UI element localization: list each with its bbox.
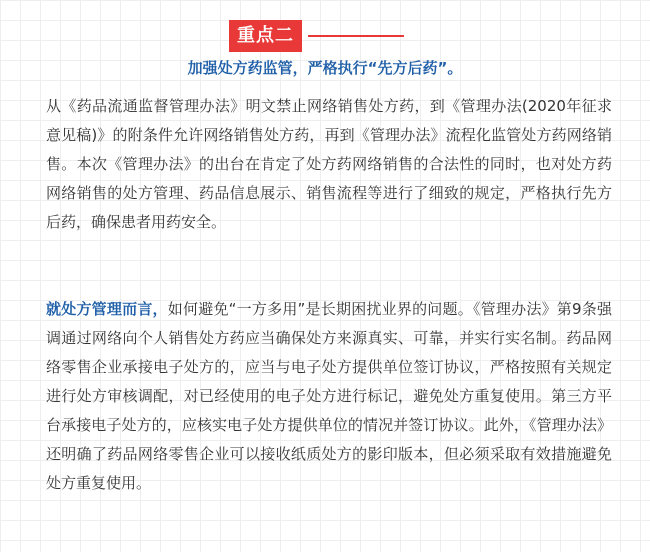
section-badge: 重点二 <box>229 20 302 52</box>
heading-rule <box>308 35 404 37</box>
paragraph-2 <box>46 295 612 498</box>
section-subtitle: 加强处方药监管，严格执行“先方后药”。 <box>187 59 463 77</box>
section-heading <box>229 20 404 52</box>
paragraph-2-lead: 就处方管理而言， <box>46 300 168 318</box>
paragraph-2-body: 如何避免“一方多用”是长期困扰业界的问题。《管理办法》第9条强调通过网络向个人销售处方药应当确保处方来源真实、可靠，并实行实名制。药品网络零售企业承接电子处方的，应当与电子处方提供单位签订协议，严格按照有关规定进行处方审核调配，对已经使用的电子处方进行标记，避免处方重复使用。第三方平台承接电子处方的，应核实电子处方提供单位的情况并签订协议。此外，《管理办法》还明确了药品网络零售企业可以接收纸质处方的影印版本，但必须采取有效措施避免处方重复使用。 <box>46 300 612 492</box>
paragraph-1: 从《药品流通监督管理办法》明文禁止网络销售处方药，到《管理办法(2020年征求意见稿)》的附条件允许网络销售处方药，再到《管理办法》流程化监管处方药网络销售。本次《管理办法》的出台在肯定了处方药网络销售的合法性的同时，也对处方药网络销售的处方管理、药品信息展示、销售流程等进行了细致的规定，严格执行先方后药，确保患者用药安全。 <box>46 97 612 231</box>
